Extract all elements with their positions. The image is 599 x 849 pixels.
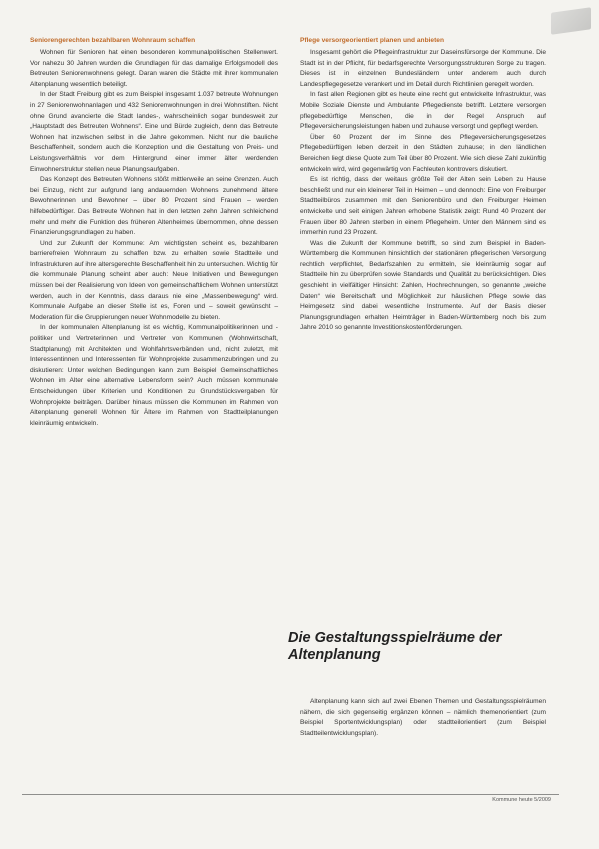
right-column (300, 36, 546, 334)
section-title: Die Gestaltungsspielräume der Altenplanung (288, 630, 502, 663)
body-paragraph: Über 60 Prozent der im Sinne des Pflegeversicherungsgesetzes Pflegebedürftigen leben derzeit in den Städten zuhause; in den ländlichen Bereichen liegt diese Quote zum Teil über 80 Prozent. Wie sich diese Zahl zukünftig entwickeln wird, wird gegenwärtig von Fachleuten kontrovers diskutiert. (300, 133, 546, 173)
body-paragraph: Es ist richtig, dass der weitaus größte Teil der Alten sein Leben zu Hause beschließt und nur ein kleinerer Teil in Heimen – und dennoch: Eine von Freiburger Stadtteilbüros zusammen mit den Seniorenbüro und den Freiburger Heimen entwickelte und seit einigen Jahren erhobene Statistik zeigt: Rund 40 Prozent der Frauen über 80 Jahren sterben in einem Pflegeheim. Unter den Männern sind es immerhin rund 23 Prozent. (300, 176, 546, 237)
body-paragraph: In fast allen Regionen gibt es heute eine recht gut entwickelte Infrastruktur, was Mobile Soziale Dienste und Ambulante Pflegedienste betrifft. Letztere versorgen pflegebedürftige Menschen, die in der Regel Anspruch auf Pflegeversicherungsleistungen haben und zuhause versorgt und gepflegt werden. (300, 91, 546, 131)
body-paragraph: Das Konzept des Betreuten Wohnens stößt mittlerweile an seine Grenzen. Auch bei Einzug, nicht zur aufgrund lang andauernden Wohnens zunehmend ältere Bewohnerinnen und Bewohner – über 80 Prozent sind Frauen – werden hilfebedürftiger. Das Betreute Wohnen hat in den letzten zehn Jahren schleichend mehr und mehr die Funktion des früheren Altenheimes übernommen, ohne dessen Finanzierungsgrundlagen zu haben. (30, 176, 278, 237)
section-heading-housing: Seniorengerechten bezahlbaren Wohnraum schaffen (30, 37, 196, 44)
footer-rule (22, 794, 559, 795)
section-heading-care: Pflege versorgeorientiert planen und anbieten (300, 37, 444, 44)
body-paragraph: Insgesamt gehört die Pflegeinfrastruktur zur Daseinsfürsorge der Kommune. Die Stadt ist in der Pflicht, für bedarfsgerechte Versorgungsstrukturen Sorge zu tragen. Dieses ist in einzelnen Bundesländern unter anderem auch durch Landespflegegesetze verankert und im Detail durch Richtlinien geregelt worden. (300, 49, 546, 88)
body-paragraph: In der kommunalen Altenplanung ist es wichtig, Kommunalpolitikerinnen und -politiker und Vertreterinnen und Vertreter von Kommunen (Wohnwirtschaft, Stadtplanung) mit Architekten und Wohlfahrtsverbänden und, nicht zuletzt, mit Interessentinnen und Interessenten für Wohnprojekte zusammenzubringen und zu diskutieren: Unter welchen Bedingungen kann zum Beispiel Gemeinschaftliches Wohnen im Alter eine alternative Lebensform sein? Auch müssen kommunale Entscheidungen über Kriterien und Konditionen zu Grundstücksvergaben für Wohnprojekte beiträgen. Darüber hinaus müssen die Kommunen im Rahmen von Altenplanung generell Wohnen für Ältere im Rahmen von Stadtteilplanungen kleinräumig entwickeln. (30, 324, 278, 427)
corner-mark (551, 7, 591, 35)
body-paragraph: Was die Zukunft der Kommune betrifft, so sind zum Beispiel in Baden-Württemberg die Kommunen hinsichtlich der stationären pflegerischen Versorgung rechtlich verpflichtet, Bedarfszahlen zu ermitteln, sie kleinräumig sogar auf Stadtteile hin zu überprüfen sowie Standards und Qualität zu berücksichtigen. Dies geschieht in vielfältiger Hinsicht: Zahlen, Hochrechnungen, so genannte „weiche Daten“ wie Bereitschaft und Möglichkeit zur häuslichen Pflege sowie das Heimgesetz sind dabei wesentliche Instrumente. Auf der Basis dieser Planungsgrundlagen erhalten Heimträger in Baden-Württemberg noch bis zum Jahre 2010 so genannte Investitionskostenförderungen. (300, 239, 546, 332)
lead-block (300, 697, 546, 739)
lead-paragraph: Altenplanung kann sich auf zwei Ebenen Themen und Gestaltungsspielräumen nähern, die sich gegenseitig ergänzen können – nämlich themenorientiert (zum Beispiel Sportentwicklungsplan) oder stadtteilorientiert (zum Beispiel Stadtteilentwicklungsplan). (300, 698, 546, 737)
footer-text: Kommune heute 5/2009 (492, 797, 551, 803)
body-paragraph: In der Stadt Freiburg gibt es zum Beispiel insgesamt 1.037 betreute Wohnungen in 27 Seniorenwohnanlagen und 432 Seniorenwohnungen in drei Wohnstiften. Nicht ohne Grund avancierte die Stadt landes-, wahrscheinlich sogar bundesweit zur „Hauptstadt des Betreuten Wohnens“. Eine und Bürde zugleich, denn das Betreute Wohnen hat inzwischen selbst in die Jahre gekommen. Nicht nur die bauliche Beschaffenheit, sondern auch die Konzeption und die Gestaltung von Preis- und Leistungsverhältnis vor dem Hintergrund einer immer älter werdenden Einwohnerstruktur stellen neue Planungsaufgaben. (30, 91, 278, 173)
body-paragraph: Wohnen für Senioren hat einen besonderen kommunalpolitischen Stellenwert. Vor nahezu 30 Jahren wurden die Grundlagen für das damalige Erfolgsmodell des Betreuten Seniorenwohnens gelegt. Daran waren die Städte mit ihrer kommunalen Altenplanung wesentlich beteiligt. (30, 49, 278, 88)
body-paragraph: Und zur Zukunft der Kommune: Am wichtigsten scheint es, bezahlbaren barrierefreien Wohnraum zu schaffen bzw. zu erhalten sowie Stadtteile und Infrastrukturen auf ihre altersgerechte Beschaffenheit hin zu untersuchen. Wichtig für die kommunale Planung scheint aber auch: Neue Initiativen und Bewegungen müssen bei der Realisierung von Ideen von gemeinschaftlichem Wohnen unterstützt werden, auch in der Kenntnis, dass daraus nie eine „Massenbewegung“ wird. Kommunale Aufgabe an dieser Stelle ist es, Foren und – soweit gewünscht – Moderation für die Gruppierungen neuer Wohnmodelle zu bieten. (30, 239, 278, 321)
left-column (30, 36, 278, 429)
